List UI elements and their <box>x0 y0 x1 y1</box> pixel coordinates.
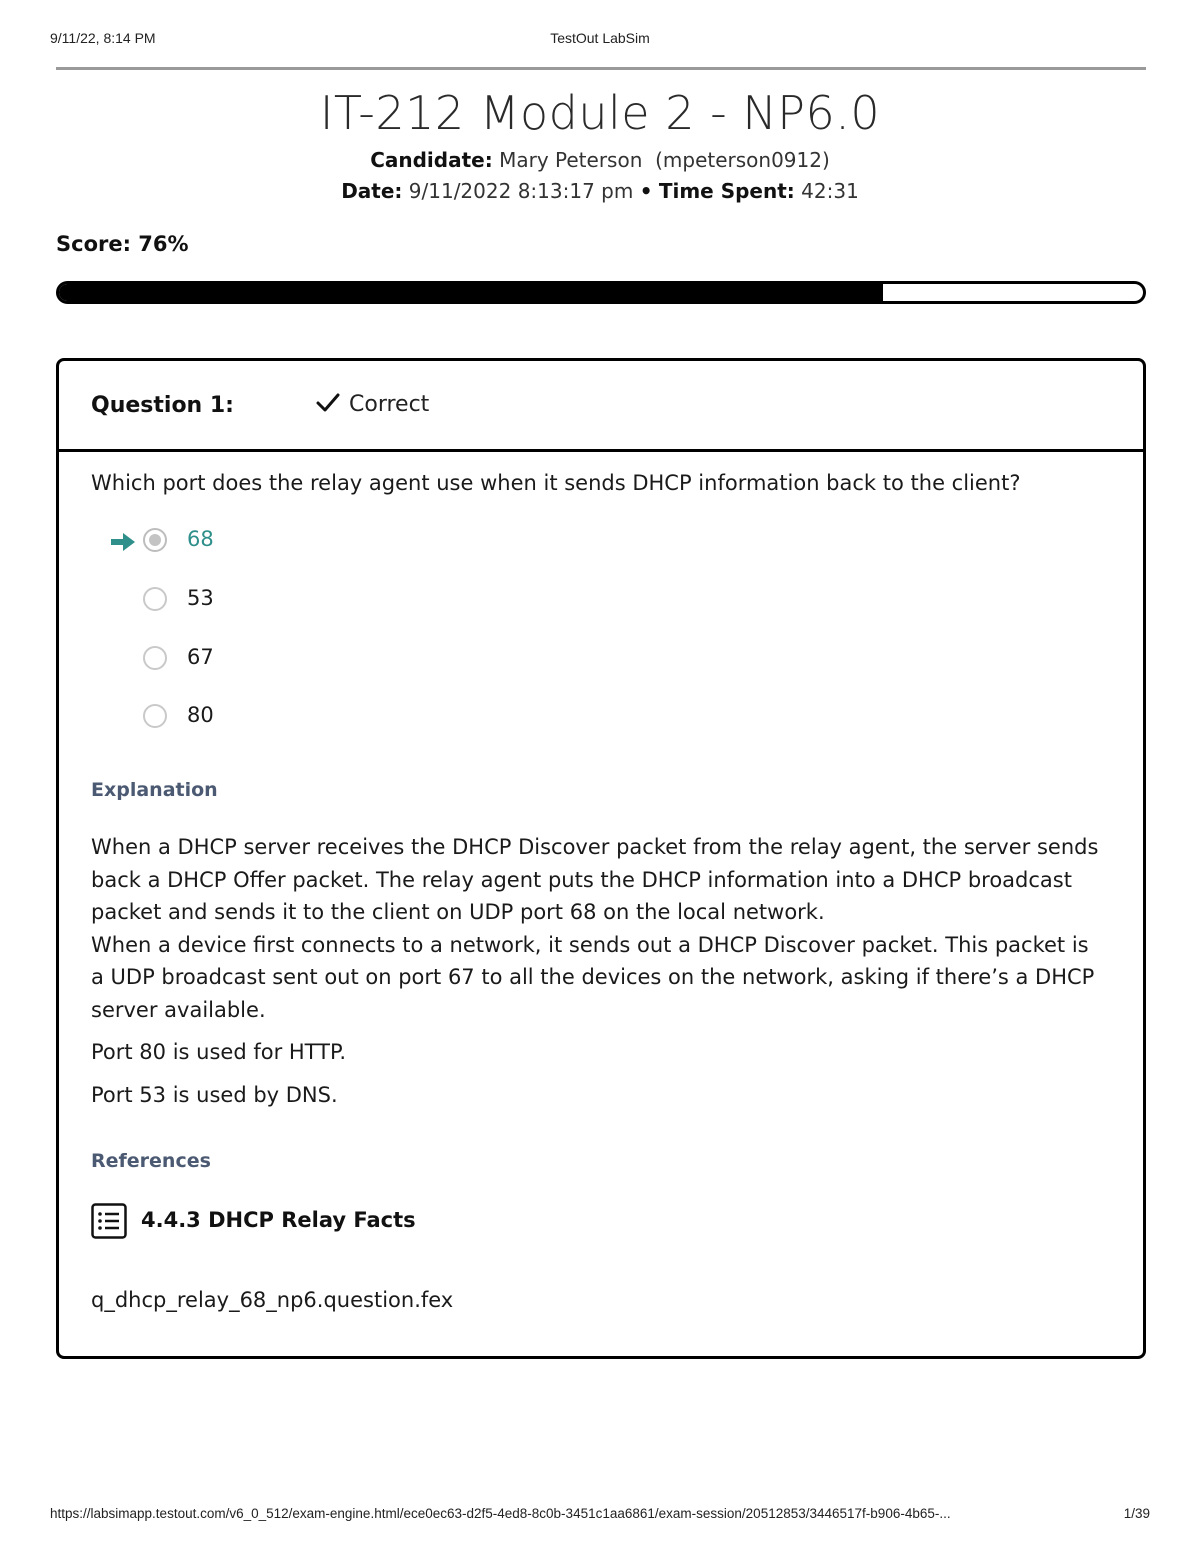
references-heading: References <box>91 1150 211 1172</box>
print-header <box>50 30 1150 50</box>
question-card <box>56 358 1146 1359</box>
print-datetime: 9/11/22, 8:14 PM <box>50 30 156 46</box>
candidate-name: Mary Peterson (mpeterson0912) <box>499 148 830 172</box>
explanation-paragraph: When a DHCP server receives the DHCP Discover packet from the relay agent, the server sends back a DHCP Offer packet. The relay agent puts the DHCP information into a DHCP broadcast packet and sends it to the client on UDP port 68 on the local network. <box>91 835 1099 924</box>
meta-separator: • <box>639 179 653 203</box>
question-label: Question 1: <box>91 393 234 418</box>
option-label: 80 <box>187 703 214 727</box>
radio-button[interactable] <box>143 646 167 670</box>
explanation-paragraph: When a device first connects to a network, it sends out a DHCP Discover packet. This packet is a UDP broadcast sent out on port 67 to all the devices on the network, asking if there’s a DHCP server available. <box>91 932 1095 1022</box>
reference-label[interactable]: 4.4.3 DHCP Relay Facts <box>141 1208 416 1232</box>
page-title: IT-212 Module 2 - NP6.0 <box>319 86 881 140</box>
arrow-right-icon <box>109 531 137 553</box>
status-text: Correct <box>349 392 430 417</box>
time-spent-label: Time Spent: <box>658 179 795 203</box>
date-value: 9/11/2022 8:13:17 pm <box>408 179 634 203</box>
list-icon <box>91 1203 127 1239</box>
score-progress-bar <box>56 281 1146 304</box>
answer-option[interactable] <box>109 584 509 618</box>
print-app-name: TestOut LabSim <box>550 30 650 46</box>
score-progress-fill <box>59 284 883 301</box>
question-status <box>315 392 429 417</box>
explanation-paragraph: Port 53 is used by DNS. <box>91 1082 338 1107</box>
answer-option[interactable] <box>109 643 509 677</box>
print-footer <box>50 1506 1150 1526</box>
explanation-paragraph: Port 80 is used for HTTP. <box>91 1040 347 1064</box>
answer-option[interactable] <box>109 525 509 559</box>
time-spent-value: 42:31 <box>801 179 859 203</box>
header-divider <box>56 67 1146 70</box>
page-number: 1/39 <box>1123 1506 1150 1521</box>
candidate-label: Candidate: <box>370 148 493 172</box>
score-text: Score: 76% <box>56 232 189 256</box>
question-text: Which port does the relay agent use when it sends DHCP information back to the client? <box>91 471 1021 495</box>
explanation-heading: Explanation <box>91 779 218 801</box>
checkmark-icon <box>315 392 341 414</box>
date-line <box>0 179 1200 203</box>
reference-link[interactable] <box>91 1203 591 1243</box>
print-url: https://labsimapp.testout.com/v6_0_512/exam-engine.html/ece0ec63-d2f5-4ed8-8c0b-3451c1aa6861/exam-session/20512853/3446517f-b906-4b65-... <box>50 1506 951 1521</box>
radio-button[interactable] <box>143 704 167 728</box>
option-label: 53 <box>187 586 214 610</box>
date-label: Date: <box>341 179 403 203</box>
question-file-name: q_dhcp_relay_68_np6.question.fex <box>91 1288 454 1312</box>
option-label: 68 <box>187 527 214 551</box>
question-header <box>59 361 1143 452</box>
radio-button[interactable] <box>143 528 167 552</box>
candidate-line <box>0 148 1200 172</box>
answer-option[interactable] <box>109 701 509 735</box>
explanation-body <box>91 831 1101 1111</box>
radio-button[interactable] <box>143 587 167 611</box>
option-label: 67 <box>187 645 214 669</box>
